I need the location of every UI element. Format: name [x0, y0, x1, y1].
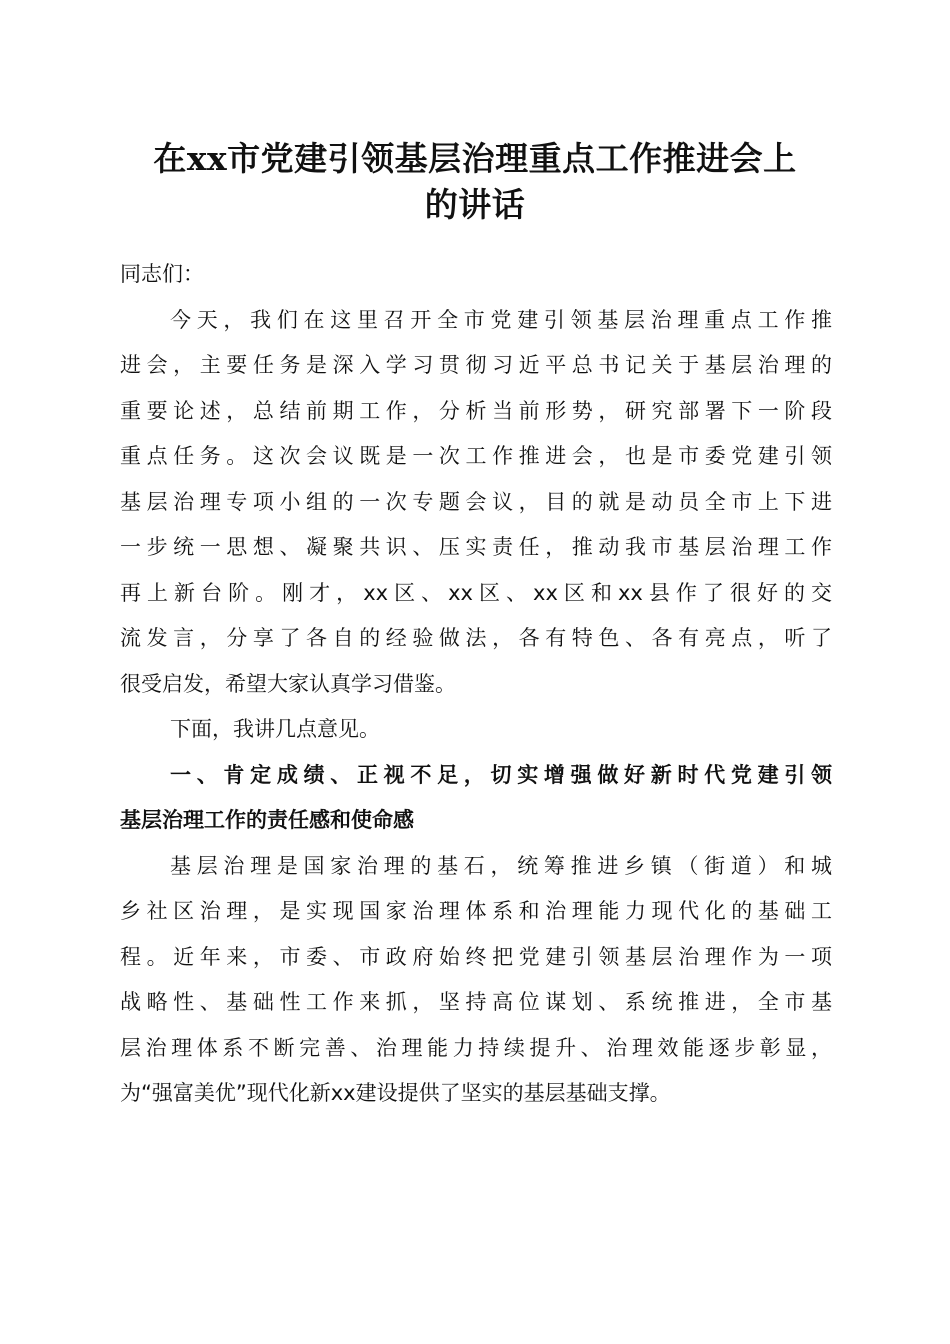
- paragraph-opening: [120, 298, 832, 708]
- text-line: 乡社区治理，是实现国家治理体系和治理能力现代化的基础工: [120, 899, 832, 923]
- text-line: 基层治理专项小组的一次专题会议，目的就是动员全市上下进: [120, 489, 832, 514]
- paragraph-transition: 下面，我讲几点意见。: [170, 717, 380, 741]
- text-line: 战略性、基础性工作来抓，坚持高位谋划、系统推进，全市基: [120, 990, 832, 1014]
- paragraph-section-1: [120, 844, 832, 1117]
- text-line: 进会，主要任务是深入学习贯彻习近平总书记关于基层治理的: [120, 353, 832, 377]
- text-line: 很受启发，希望大家认真学习借鉴。: [120, 671, 456, 696]
- text-line: 今天，我们在这里召开全市党建引领基层治理重点工作推: [170, 307, 832, 332]
- text-line: 再上新台阶。刚才，xx区、xx区、xx区和xx县作了很好的交: [120, 580, 832, 605]
- document-body: [120, 252, 832, 1117]
- text-line: 基层治理是国家治理的基石，统筹推进乡镇（街道）和城: [170, 853, 832, 878]
- heading-line: 基层治理工作的责任感和使命感: [120, 808, 414, 832]
- text-line: 重要论述，总结前期工作，分析当前形势，研究部署下一阶段: [120, 398, 832, 423]
- section-heading-1: [120, 753, 832, 844]
- salutation: 同志们：: [120, 262, 204, 286]
- text-line: 流发言，分享了各自的经验做法，各有特色、各有亮点，听了: [120, 626, 832, 650]
- text-line: 层治理体系不断完善、治理能力持续提升、治理效能逐步彰显，: [120, 1035, 832, 1060]
- document-title: [100, 136, 850, 228]
- title-line: 在xx市党建引领基层治理重点工作推进会上: [153, 139, 797, 178]
- title-line: 的讲话: [424, 185, 526, 224]
- text-line: 重点任务。这次会议既是一次工作推进会，也是市委党建引领: [120, 444, 832, 468]
- text-line: 程。近年来，市委、市政府始终把党建引领基层治理作为一项: [120, 944, 832, 969]
- text-line: 为“强富美优”现代化新xx建设提供了坚实的基层基础支撑。: [120, 1081, 671, 1105]
- heading-line: 一、肯定成绩、正视不足，切实增强做好新时代党建引领: [170, 762, 832, 787]
- text-line: 一步统一思想、凝聚共识、压实责任，推动我市基层治理工作: [120, 535, 832, 559]
